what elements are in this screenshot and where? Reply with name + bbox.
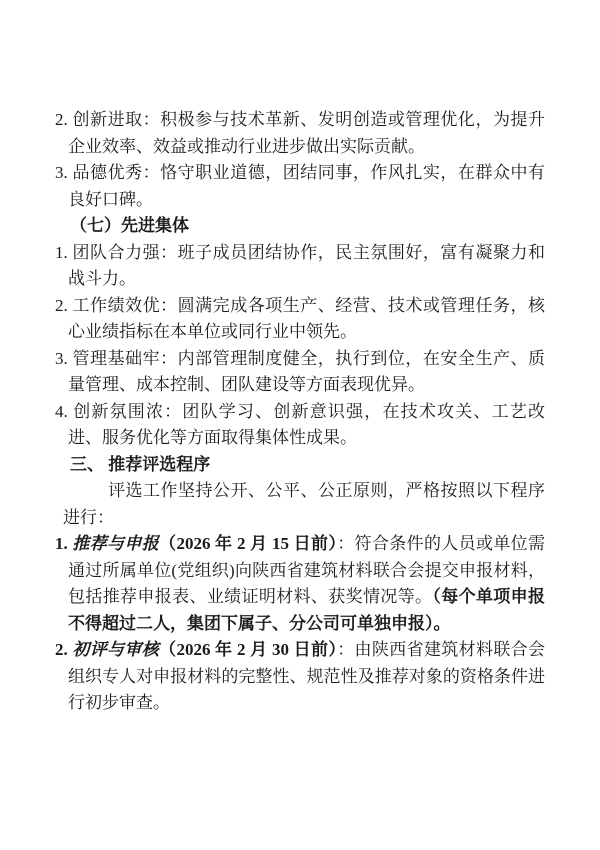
document-body	[55, 107, 545, 717]
numbered-paragraph	[55, 107, 545, 160]
list-number: 3.	[55, 348, 73, 368]
text-run: 品德优秀：恪守职业道德，团结同事，作风扎实，在群众中有良好口碑。	[68, 163, 546, 209]
body-indent	[63, 478, 545, 531]
text-run: ：由陕西省建筑材料联合会组织专人对申报材料的完整性、规范性及推荐对象的资格条件进行初步审查。	[68, 640, 546, 712]
text-run: （2026 年 2 月 30 日前）	[159, 640, 338, 659]
text-run: （2026 年 2 月 15 日前）	[159, 534, 338, 553]
list-number: 4.	[55, 401, 74, 421]
subheading	[70, 213, 545, 240]
text-run: 初评与审核	[72, 640, 160, 659]
section-heading	[70, 452, 545, 479]
numbered-paragraph	[55, 637, 545, 717]
numbered-paragraph	[55, 531, 545, 637]
list-number: 3.	[55, 163, 73, 182]
list-number: 2.	[55, 295, 73, 315]
text-run: 创新进取：积极参与技术革新、发明创造或管理优化，为提升企业效率、效益或推动行业进步做出实际贡献。	[68, 110, 546, 156]
numbered-paragraph	[55, 346, 545, 399]
list-number: 1.	[55, 534, 73, 553]
list-number: 2.	[55, 110, 73, 129]
text-run: 创新氛围浓：团队学习、创新意识强，在技术攻关、工艺改进、服务优化等方面取得集体性成果。	[68, 401, 546, 447]
numbered-paragraph	[55, 240, 545, 293]
text-run: 三、 推荐评选程序	[70, 454, 211, 474]
numbered-paragraph	[55, 160, 545, 213]
list-number: 2.	[55, 640, 73, 659]
text-run: （七）先进集体	[70, 216, 189, 235]
list-number: 1.	[55, 242, 73, 262]
numbered-paragraph	[55, 399, 545, 452]
text-run: （每个单项申报不得超过二人，集团下属子、分公司可单独申报）。	[68, 587, 546, 633]
text-run: 工作绩效优：圆满完成各项生产、经营、技术或管理任务，核心业绩指标在本单位或同行业中领先。	[68, 295, 546, 341]
text-run: 推荐与申报	[72, 534, 160, 553]
text-run: ：符合条件的人员或单位需通过所属单位(党组织)向陕西省建筑材料联合会提交申报材料，包括推荐申报表、业绩证明材料、获奖情况等。	[68, 534, 546, 606]
text-run: 管理基础牢：内部管理制度健全，执行到位，在安全生产、质量管理、成本控制、团队建设等方面表现优异。	[68, 348, 546, 394]
text-run: 团队合力强：班子成员团结协作，民主氛围好，富有凝聚力和战斗力。	[68, 242, 546, 288]
text-run: 评选工作坚持公开、公平、公正原则，严格按照以下程序进行：	[63, 481, 545, 527]
numbered-paragraph	[55, 293, 545, 346]
